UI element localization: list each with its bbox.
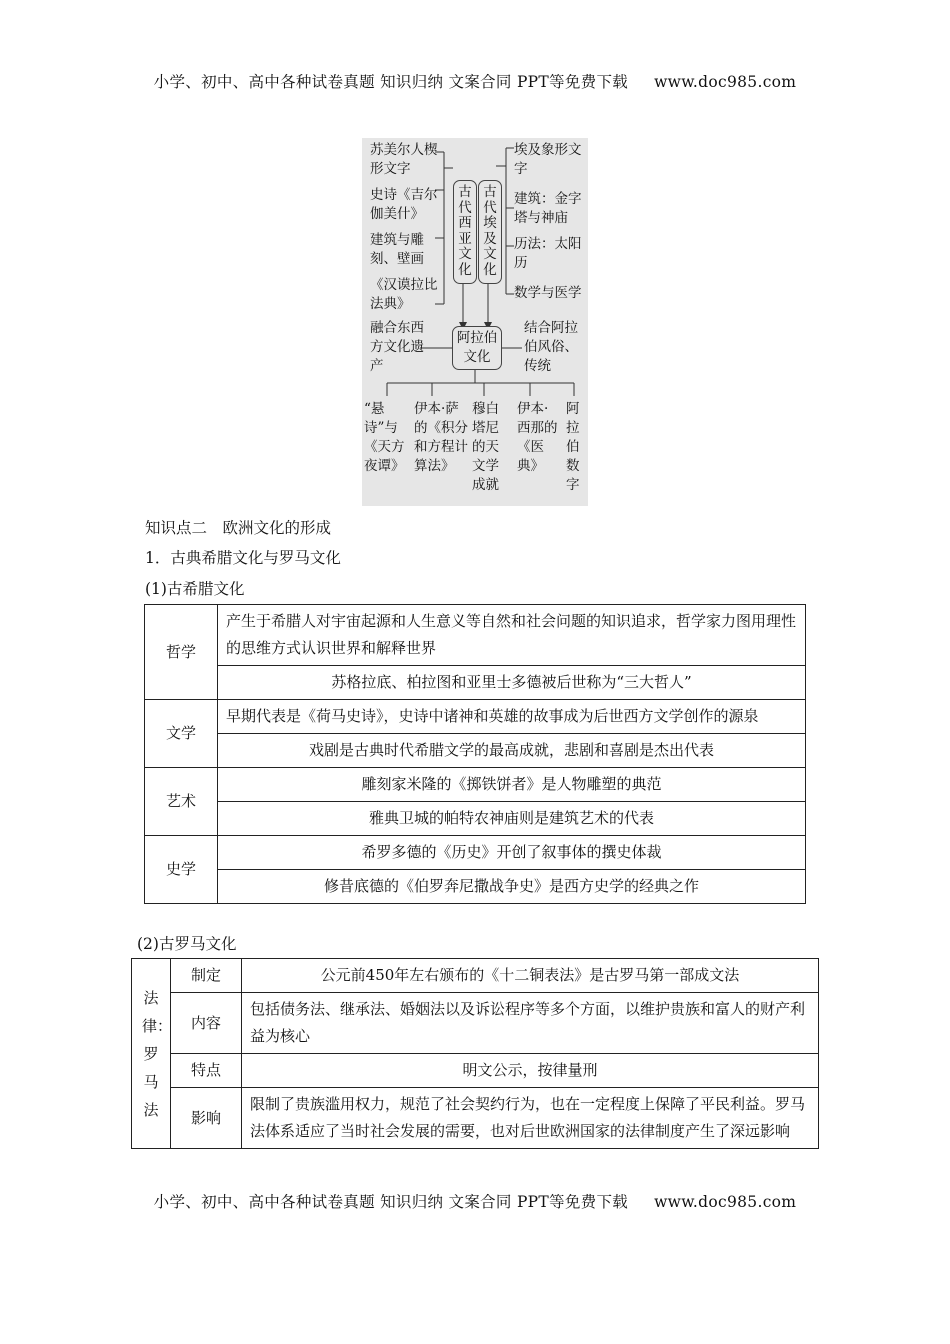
- greek-heading: (1)古希腊文化: [145, 580, 245, 598]
- footer-text: 小学、初中、高中各种试卷真题 知识归纳 文案合同 PPT等免费下载: [153, 1193, 629, 1211]
- arab-achievement: 穆白塔尼的天文学成就: [472, 401, 499, 493]
- table-row: [132, 1054, 819, 1088]
- egypt-title: 古代埃及文化: [483, 184, 497, 278]
- content-cell: 限制了贵族滥用权力，规范了社会契约行为，也在一定程度上保障了平民利益。罗马法体系适应了当时社会发展的需要，也对后世欧洲国家的法律制度产生了深远影响: [242, 1088, 819, 1149]
- roman-law-label: 法律：罗马法: [142, 988, 173, 1119]
- header-site: www.doc985.com: [654, 73, 797, 91]
- content-cell: 明文公示，按律量刑: [242, 1054, 819, 1088]
- west-asia-pill: [453, 180, 477, 284]
- table-row: [132, 993, 819, 1054]
- content-cell: 公元前450年左右颁布的《十二铜表法》是古罗马第一部成文法: [242, 959, 819, 993]
- category-cell: 哲学: [145, 605, 218, 700]
- table-row: [145, 734, 806, 768]
- row-label: 制定: [171, 959, 242, 993]
- roman-culture-table: [131, 958, 819, 1149]
- content-cell: 戏剧是古典时代希腊文学的最高成就，悲剧和喜剧是杰出代表: [218, 734, 806, 768]
- table-row: [145, 768, 806, 802]
- table-row: [145, 605, 806, 666]
- west-asia-item: 苏美尔人楔形文字: [370, 142, 438, 177]
- table-row: [145, 836, 806, 870]
- west-asia-item: 《汉谟拉比法典》: [370, 277, 438, 312]
- content-cell: 苏格拉底、柏拉图和亚里士多德被后世称为“三大哲人”: [218, 666, 806, 700]
- west-asia-item: 建筑与雕刻、壁画: [370, 232, 424, 267]
- egypt-pill: [478, 180, 502, 284]
- egypt-item: 数学与医学: [514, 285, 582, 301]
- footer-site: www.doc985.com: [654, 1193, 797, 1211]
- culture-diagram: [362, 138, 588, 506]
- roman-heading: (2)古罗马文化: [137, 935, 237, 953]
- row-label: 影响: [171, 1088, 242, 1149]
- arab-left-item: 融合东西方文化遗产: [370, 320, 424, 374]
- section-title: 知识点二 欧洲文化的形成: [145, 519, 332, 537]
- greek-culture-table: [144, 604, 806, 904]
- roman-law-label-cell: [132, 959, 171, 1149]
- content-cell: 早期代表是《荷马史诗》，史诗中诸神和英雄的故事成为后世西方文学创作的源泉: [218, 700, 806, 734]
- west-asia-title: 古代西亚文化: [458, 184, 472, 278]
- arab-pill: [452, 326, 502, 370]
- row-label: 内容: [171, 993, 242, 1054]
- table-row: [145, 666, 806, 700]
- content-cell: 产生于希腊人对宇宙起源和人生意义等自然和社会问题的知识追求，哲学家力图用理性的思维方式认识世界和解释世界: [218, 605, 806, 666]
- table-row: [132, 959, 819, 993]
- content-cell: 雅典卫城的帕特农神庙则是建筑艺术的代表: [218, 802, 806, 836]
- category-cell: 文学: [145, 700, 218, 768]
- arab-achievement: “悬诗”与《天方夜谭》: [364, 401, 405, 474]
- page-header: [0, 70, 950, 92]
- west-asia-item: 史诗《吉尔伽美什》: [370, 187, 438, 222]
- egypt-item: 埃及象形文字: [514, 142, 582, 177]
- row-label: 特点: [171, 1054, 242, 1088]
- egypt-item: 建筑：金字塔与神庙: [514, 191, 582, 226]
- table-row: [132, 1088, 819, 1149]
- category-cell: 艺术: [145, 768, 218, 836]
- arab-achievement: 伊本·西那的《医典》: [517, 401, 558, 474]
- content-cell: 希罗多德的《历史》开创了叙事体的撰史体裁: [218, 836, 806, 870]
- table-row: [145, 802, 806, 836]
- content-cell: 修昔底德的《伯罗奔尼撒战争史》是西方史学的经典之作: [218, 870, 806, 904]
- arab-right-item: 结合阿拉伯风俗、传统: [524, 320, 578, 374]
- table-row: [145, 700, 806, 734]
- table-row: [145, 870, 806, 904]
- arab-achievement: 阿拉伯数字: [566, 401, 580, 493]
- page-footer: [0, 1190, 950, 1212]
- content-cell: 包括债务法、继承法、婚姻法以及诉讼程序等多个方面，以维护贵族和富人的财产利益为核心: [242, 993, 819, 1054]
- arab-title: 阿拉伯文化: [456, 330, 498, 365]
- arab-achievement: 伊本·萨的《积分和方程计算法》: [414, 401, 468, 474]
- category-cell: 史学: [145, 836, 218, 904]
- content-cell: 雕刻家米隆的《掷铁饼者》是人物雕塑的典范: [218, 768, 806, 802]
- header-text: 小学、初中、高中各种试卷真题 知识归纳 文案合同 PPT等免费下载: [153, 73, 629, 91]
- egypt-item: 历法：太阳历: [514, 236, 582, 271]
- subsection-title: 1．古典希腊文化与罗马文化: [145, 549, 341, 567]
